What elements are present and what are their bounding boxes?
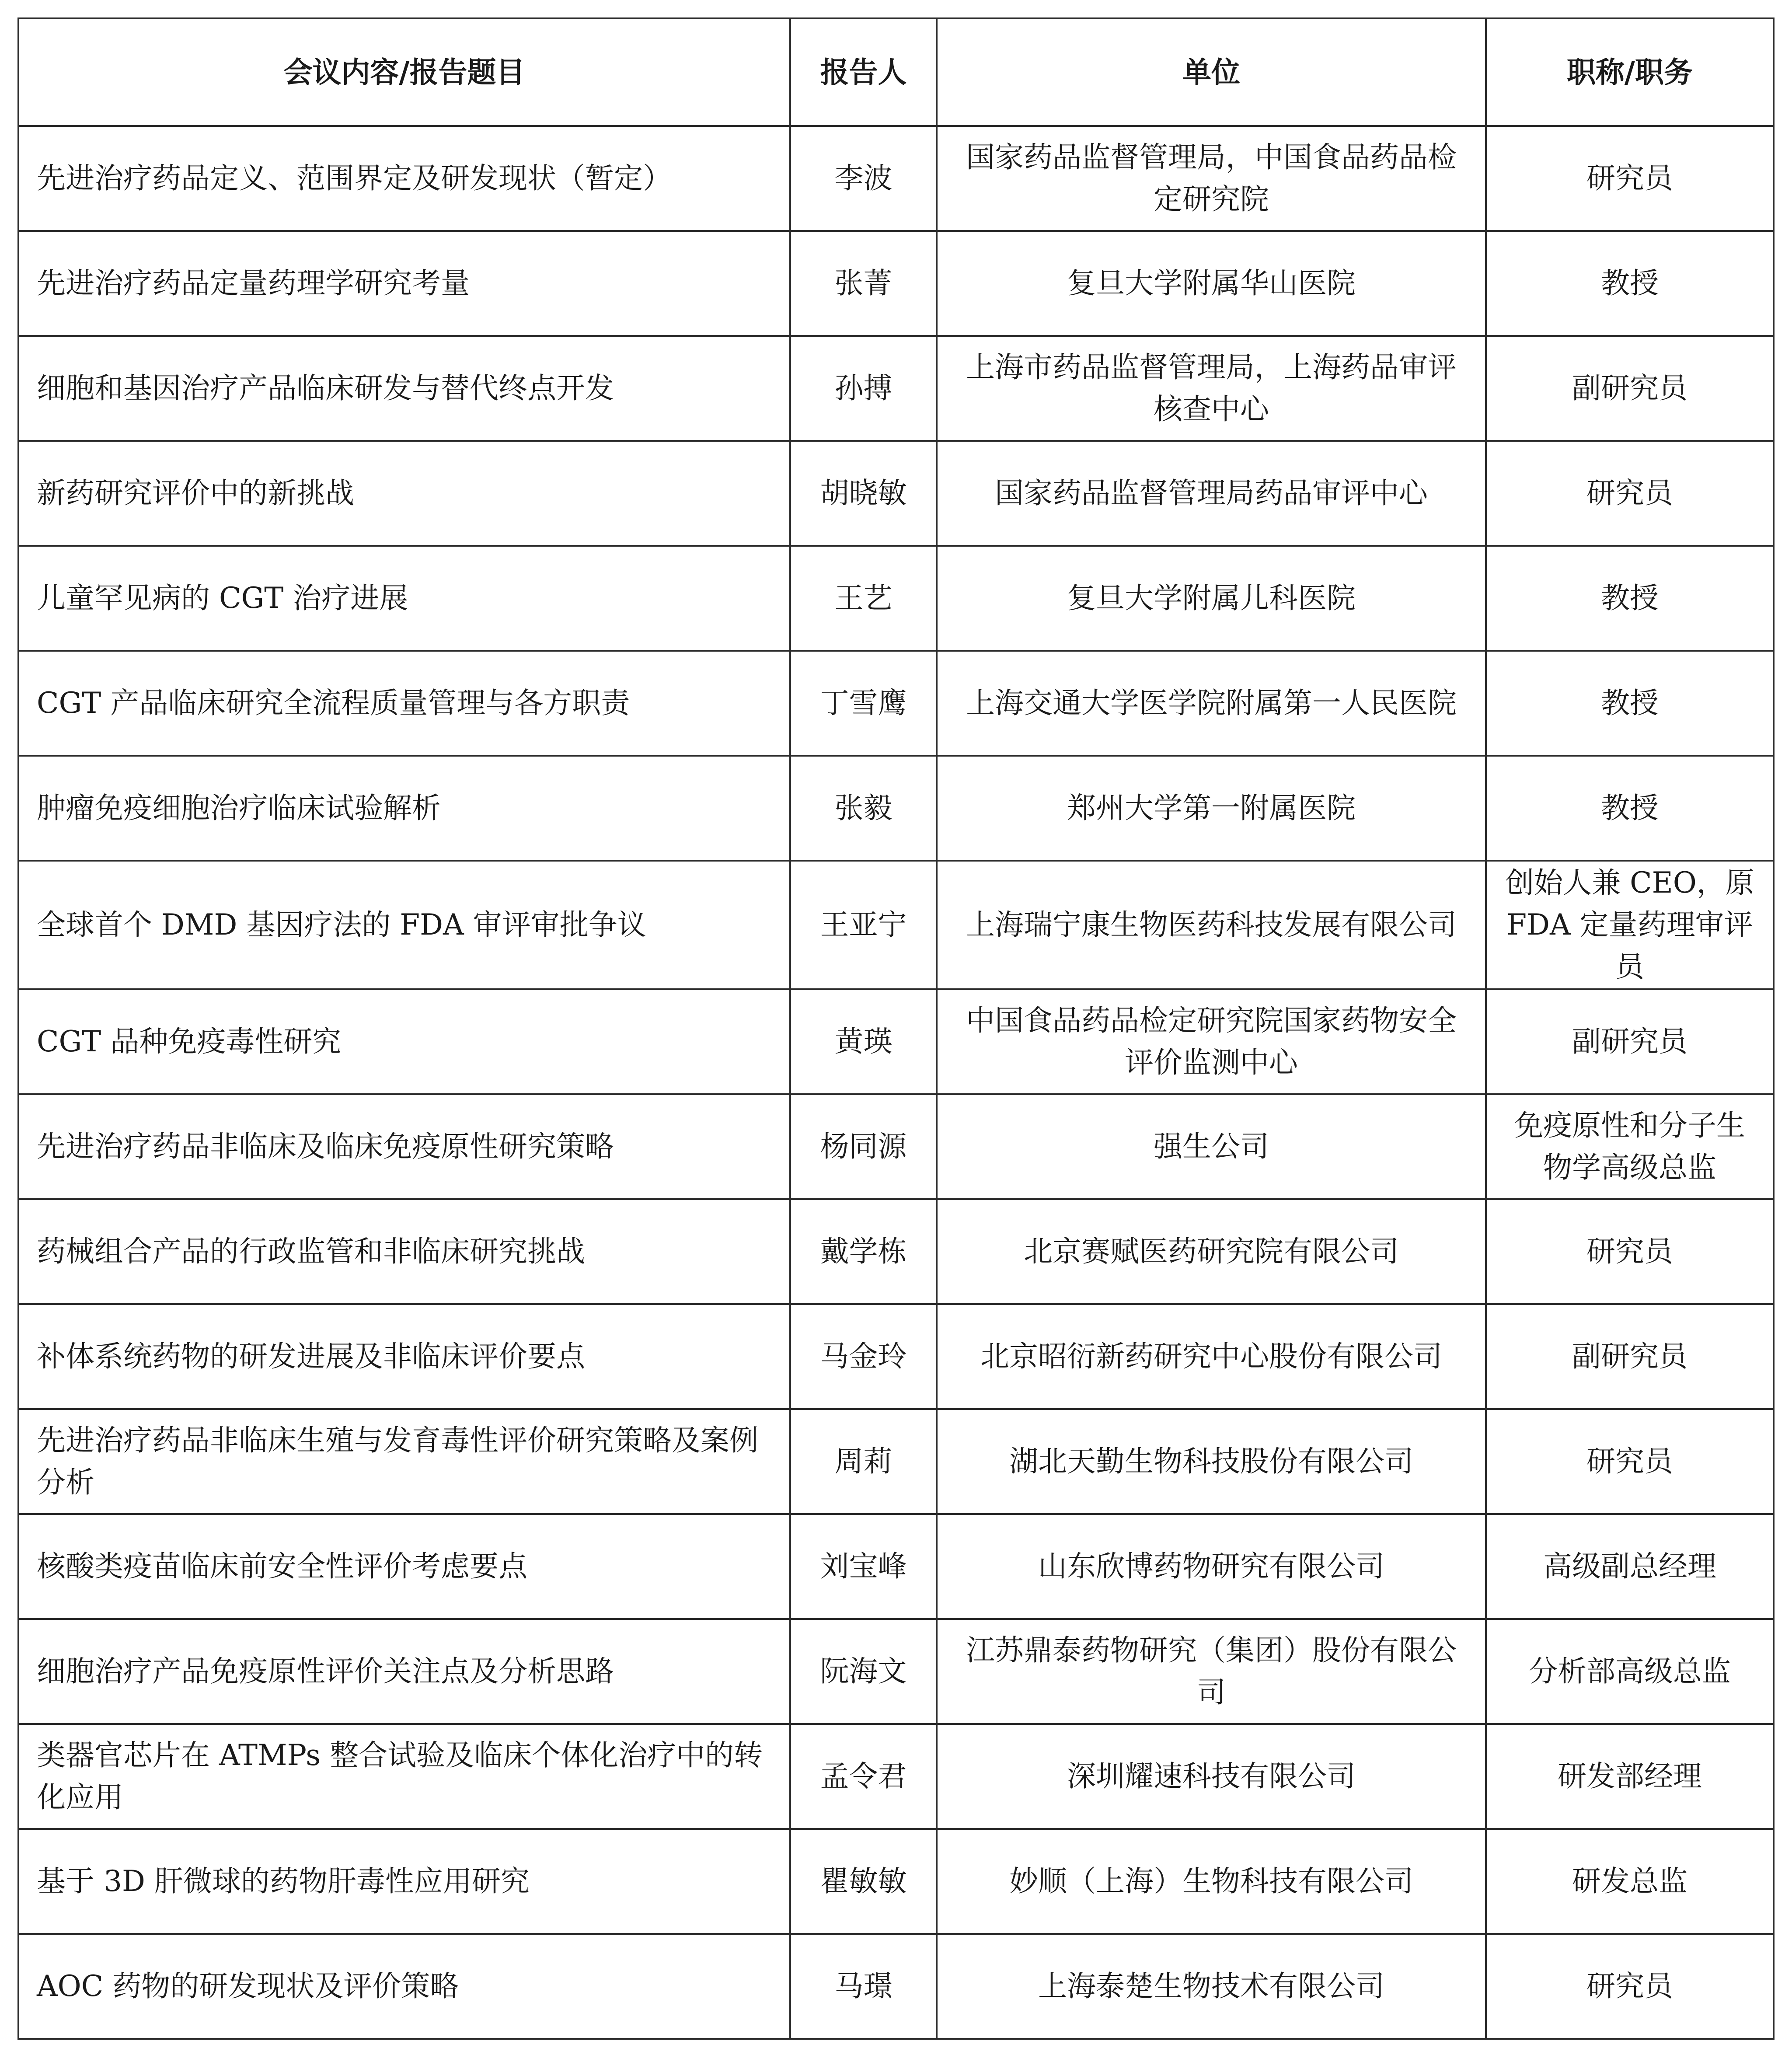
unit-cell: 国家药品监督管理局，中国食品药品检定研究院 bbox=[937, 126, 1486, 231]
unit-cell: 山东欣博药物研究有限公司 bbox=[937, 1514, 1486, 1619]
role-cell: 教授 bbox=[1486, 231, 1774, 336]
unit-cell: 复旦大学附属儿科医院 bbox=[937, 546, 1486, 651]
speaker-cell: 王亚宁 bbox=[790, 861, 937, 989]
unit-cell: 北京赛赋医药研究院有限公司 bbox=[937, 1199, 1486, 1304]
speaker-cell: 周莉 bbox=[790, 1409, 937, 1514]
report-title-cell: CGT 产品临床研究全流程质量管理与各方职责 bbox=[18, 651, 790, 756]
report-title-cell: 药械组合产品的行政监管和非临床研究挑战 bbox=[18, 1199, 790, 1304]
speaker-cell: 阮海文 bbox=[790, 1619, 937, 1724]
header-role: 职称/职务 bbox=[1486, 18, 1774, 126]
header-title: 会议内容/报告题目 bbox=[18, 18, 790, 126]
speaker-cell: 胡晓敏 bbox=[790, 441, 937, 546]
report-title-cell: 先进治疗药品定义、范围界定及研发现状（暂定） bbox=[18, 126, 790, 231]
report-title-cell: 新药研究评价中的新挑战 bbox=[18, 441, 790, 546]
report-title-cell: AOC 药物的研发现状及评价策略 bbox=[18, 1934, 790, 2039]
speaker-cell: 黄瑛 bbox=[790, 989, 937, 1094]
report-title-cell: 先进治疗药品非临床及临床免疫原性研究策略 bbox=[18, 1094, 790, 1199]
report-title-cell: 细胞和基因治疗产品临床研发与替代终点开发 bbox=[18, 336, 790, 441]
unit-cell: 深圳耀速科技有限公司 bbox=[937, 1724, 1486, 1829]
role-cell: 副研究员 bbox=[1486, 336, 1774, 441]
unit-cell: 北京昭衍新药研究中心股份有限公司 bbox=[937, 1304, 1486, 1409]
speaker-cell: 刘宝峰 bbox=[790, 1514, 937, 1619]
table-row bbox=[18, 1829, 1774, 1934]
role-cell: 免疫原性和分子生物学高级总监 bbox=[1486, 1094, 1774, 1199]
unit-cell: 上海市药品监督管理局，上海药品审评核查中心 bbox=[937, 336, 1486, 441]
speaker-cell: 张毅 bbox=[790, 756, 937, 861]
table-row bbox=[18, 989, 1774, 1094]
role-cell: 研究员 bbox=[1486, 441, 1774, 546]
role-cell: 教授 bbox=[1486, 546, 1774, 651]
agenda-table bbox=[17, 17, 1775, 2040]
report-title-cell: CGT 品种免疫毒性研究 bbox=[18, 989, 790, 1094]
table-row bbox=[18, 861, 1774, 989]
table-row bbox=[18, 126, 1774, 231]
table-row bbox=[18, 546, 1774, 651]
table-row bbox=[18, 1724, 1774, 1829]
table-row bbox=[18, 651, 1774, 756]
role-cell: 研究员 bbox=[1486, 1934, 1774, 2039]
role-cell: 副研究员 bbox=[1486, 1304, 1774, 1409]
unit-cell: 江苏鼎泰药物研究（集团）股份有限公司 bbox=[937, 1619, 1486, 1724]
header-speaker: 报告人 bbox=[790, 18, 937, 126]
unit-cell: 妙顺（上海）生物科技有限公司 bbox=[937, 1829, 1486, 1934]
role-cell: 分析部高级总监 bbox=[1486, 1619, 1774, 1724]
unit-cell: 湖北天勤生物科技股份有限公司 bbox=[937, 1409, 1486, 1514]
speaker-cell: 丁雪鹰 bbox=[790, 651, 937, 756]
unit-cell: 上海瑞宁康生物医药科技发展有限公司 bbox=[937, 861, 1486, 989]
speaker-cell: 孙搏 bbox=[790, 336, 937, 441]
table-row bbox=[18, 441, 1774, 546]
table-row bbox=[18, 1619, 1774, 1724]
report-title-cell: 儿童罕见病的 CGT 治疗进展 bbox=[18, 546, 790, 651]
report-title-cell: 全球首个 DMD 基因疗法的 FDA 审评审批争议 bbox=[18, 861, 790, 989]
speaker-cell: 张菁 bbox=[790, 231, 937, 336]
table-row bbox=[18, 1094, 1774, 1199]
role-cell: 研发部经理 bbox=[1486, 1724, 1774, 1829]
unit-cell: 国家药品监督管理局药品审评中心 bbox=[937, 441, 1486, 546]
table-row bbox=[18, 1304, 1774, 1409]
speaker-cell: 王艺 bbox=[790, 546, 937, 651]
role-cell: 教授 bbox=[1486, 651, 1774, 756]
report-title-cell: 细胞治疗产品免疫原性评价关注点及分析思路 bbox=[18, 1619, 790, 1724]
report-title-cell: 先进治疗药品非临床生殖与发育毒性评价研究策略及案例分析 bbox=[18, 1409, 790, 1514]
table-row bbox=[18, 1514, 1774, 1619]
speaker-cell: 李波 bbox=[790, 126, 937, 231]
role-cell: 研究员 bbox=[1486, 1199, 1774, 1304]
report-title-cell: 基于 3D 肝微球的药物肝毒性应用研究 bbox=[18, 1829, 790, 1934]
report-title-cell: 补体系统药物的研发进展及非临床评价要点 bbox=[18, 1304, 790, 1409]
report-title-cell: 肿瘤免疫细胞治疗临床试验解析 bbox=[18, 756, 790, 861]
speaker-cell: 戴学栋 bbox=[790, 1199, 937, 1304]
report-title-cell: 类器官芯片在 ATMPs 整合试验及临床个体化治疗中的转化应用 bbox=[18, 1724, 790, 1829]
report-title-cell: 先进治疗药品定量药理学研究考量 bbox=[18, 231, 790, 336]
unit-cell: 上海交通大学医学院附属第一人民医院 bbox=[937, 651, 1486, 756]
speaker-cell: 孟令君 bbox=[790, 1724, 937, 1829]
role-cell: 研究员 bbox=[1486, 126, 1774, 231]
unit-cell: 中国食品药品检定研究院国家药物安全评价监测中心 bbox=[937, 989, 1486, 1094]
table-row bbox=[18, 336, 1774, 441]
header-unit: 单位 bbox=[937, 18, 1486, 126]
table-row bbox=[18, 231, 1774, 336]
speaker-cell: 马金玲 bbox=[790, 1304, 937, 1409]
table-row bbox=[18, 1934, 1774, 2039]
role-cell: 研究员 bbox=[1486, 1409, 1774, 1514]
unit-cell: 上海泰楚生物技术有限公司 bbox=[937, 1934, 1486, 2039]
role-cell: 创始人兼 CEO，原 FDA 定量药理审评员 bbox=[1486, 861, 1774, 989]
unit-cell: 强生公司 bbox=[937, 1094, 1486, 1199]
speaker-cell: 杨同源 bbox=[790, 1094, 937, 1199]
role-cell: 研发总监 bbox=[1486, 1829, 1774, 1934]
table-header-row bbox=[18, 18, 1774, 126]
table-row bbox=[18, 1199, 1774, 1304]
speaker-cell: 瞿敏敏 bbox=[790, 1829, 937, 1934]
unit-cell: 复旦大学附属华山医院 bbox=[937, 231, 1486, 336]
table-row bbox=[18, 1409, 1774, 1514]
speaker-cell: 马璟 bbox=[790, 1934, 937, 2039]
table-row bbox=[18, 756, 1774, 861]
role-cell: 副研究员 bbox=[1486, 989, 1774, 1094]
role-cell: 高级副总经理 bbox=[1486, 1514, 1774, 1619]
role-cell: 教授 bbox=[1486, 756, 1774, 861]
report-title-cell: 核酸类疫苗临床前安全性评价考虑要点 bbox=[18, 1514, 790, 1619]
unit-cell: 郑州大学第一附属医院 bbox=[937, 756, 1486, 861]
